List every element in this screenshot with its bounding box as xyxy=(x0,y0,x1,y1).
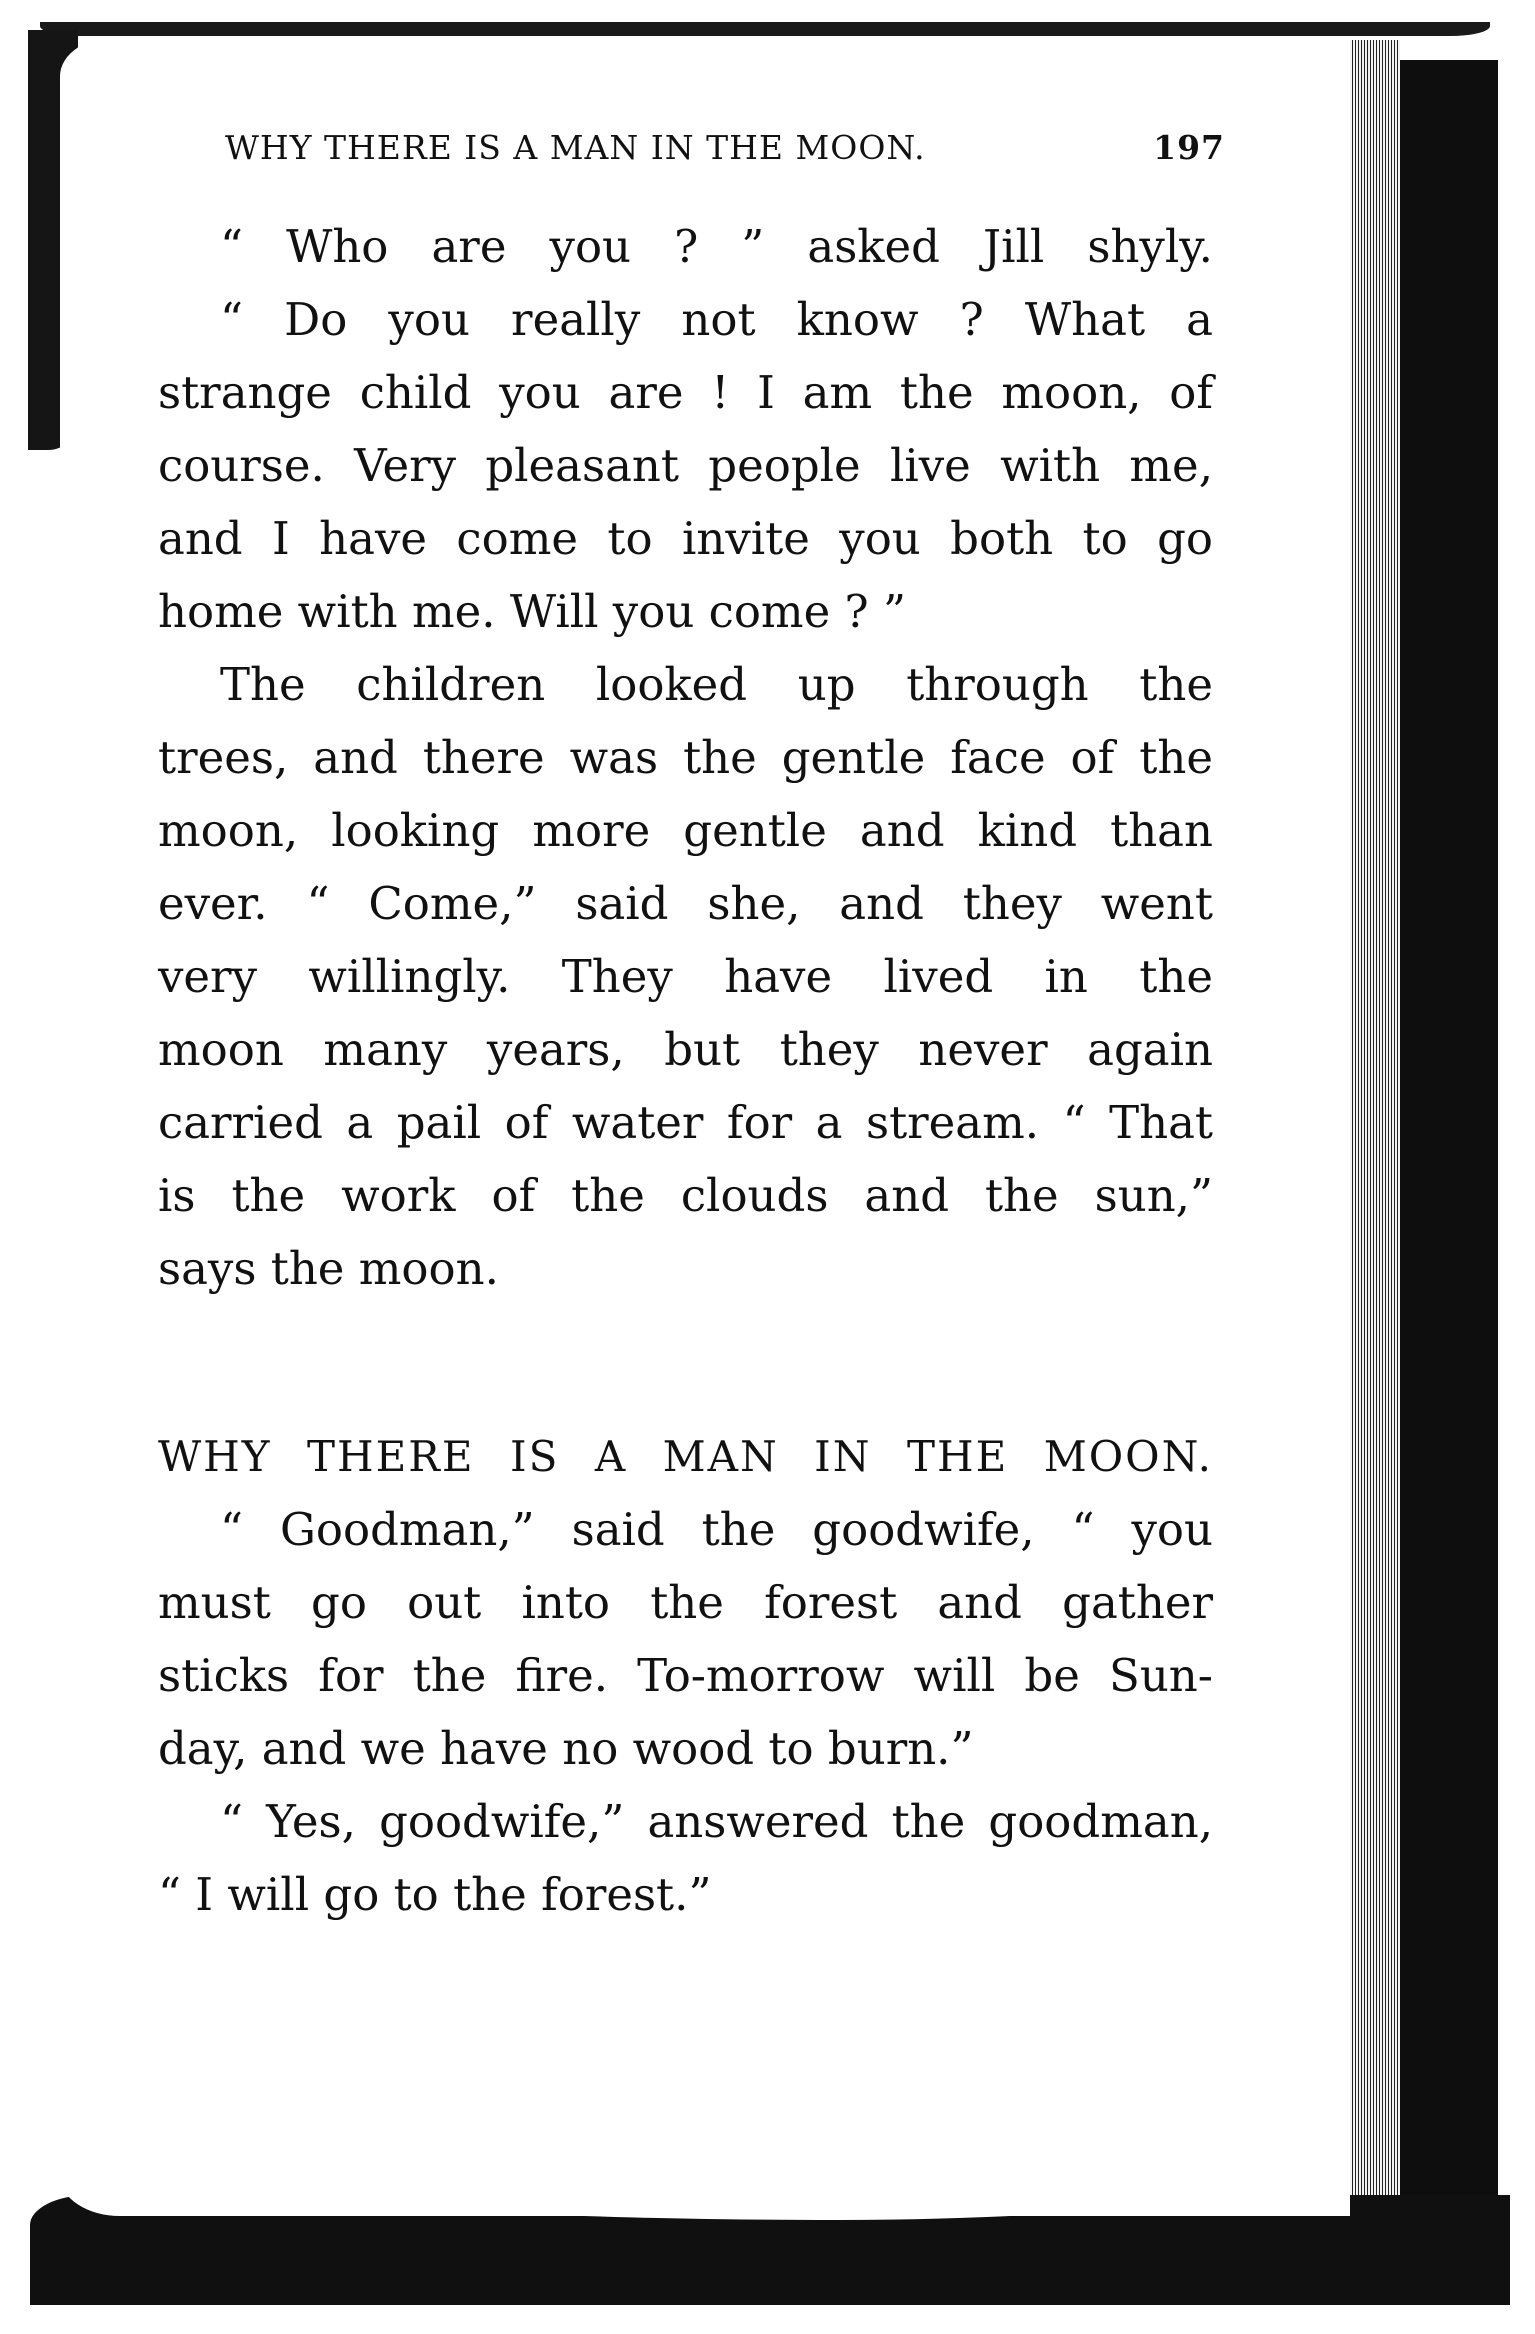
section-heading: WHY THERE IS A MAN IN THE MOON. xyxy=(158,1432,1213,1481)
text-line: ever. “ Come,” said she, and they went xyxy=(158,877,1213,930)
page-number: 197 xyxy=(1153,128,1225,167)
scan-top-edge xyxy=(40,22,1490,36)
text-line: must go out into the forest and gather xyxy=(158,1576,1213,1629)
running-head-title: WHY THERE IS A MAN IN THE MOON. xyxy=(225,128,926,167)
text-line: sticks for the fire. To-morrow will be Sun- xyxy=(158,1649,1213,1702)
text-line: very willingly. They have lived in the xyxy=(158,950,1213,1003)
text-line: home with me. Will you come ? ” xyxy=(158,585,906,638)
text-line: “ I will go to the forest.” xyxy=(158,1868,712,1921)
text-line: trees, and there was the gentle face of the xyxy=(158,731,1213,784)
text-line: says the moon. xyxy=(158,1242,499,1295)
text-line: carried a pail of water for a stream. “ That xyxy=(158,1096,1213,1149)
text-line: course. Very pleasant people live with me, xyxy=(158,439,1213,492)
page-text xyxy=(158,210,1213,1931)
text-line: “ Do you really not know ? What a xyxy=(220,293,1213,346)
text-line: strange child you are ! I am the moon, of xyxy=(158,366,1213,419)
book-cover-edge xyxy=(1398,60,1498,2230)
text-line: “ Goodman,” said the goodwife, “ you xyxy=(220,1503,1213,1556)
text-line: The children looked up through the xyxy=(220,658,1213,711)
text-line: and I have come to invite you both to go xyxy=(158,512,1213,565)
text-line: is the work of the clouds and the sun,” xyxy=(158,1169,1213,1222)
text-line: “ Who are you ? ” asked Jill shyly. xyxy=(220,220,1213,273)
text-line: “ Yes, goodwife,” answered the goodman, xyxy=(220,1795,1213,1848)
text-line: moon, looking more gentle and kind than xyxy=(158,804,1213,857)
text-line: day, and we have no wood to burn.” xyxy=(158,1722,974,1775)
section-gap xyxy=(158,1305,1213,1420)
text-line: moon many years, but they never again xyxy=(158,1023,1213,1076)
